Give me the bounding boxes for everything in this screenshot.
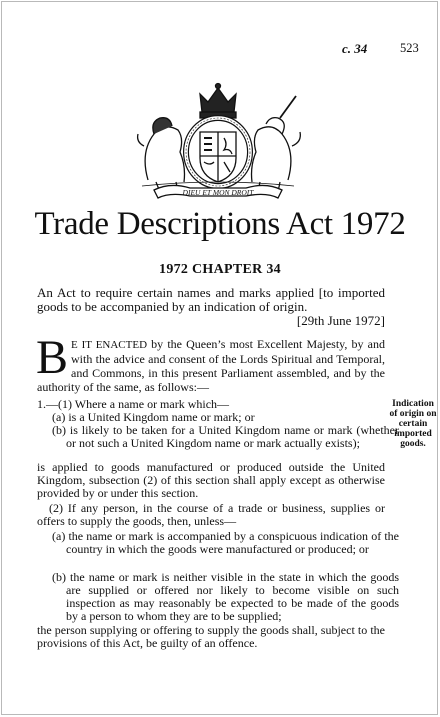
enacting-formula [36,331,385,394]
marginal-note: Indication of origin on certain imported goods. [389,399,437,449]
long-title [37,286,385,328]
section-1-2-intro: (2) If any person, in the course of a trade or business, supplies or offers to supply the goods, then, unless— [37,501,385,528]
chapter-heading: 1972 CHAPTER 34 [159,262,281,277]
act-title: Trade Descriptions Act 1972 [34,206,406,242]
page-number: 523 [400,41,419,55]
section-1-1-a: (a) is a United Kingdom name or mark; or [52,410,255,424]
royal-assent-date: [29th June 1972] [296,313,385,328]
motto-scroll-text: DIEU ET MON DROIT [182,188,254,197]
section-1-1-continuation: is applied to goods manufactured or produced outside the United Kingdom, subsection (2) of this section shall apply except as otherwise provided by or under this section. [37,460,385,500]
chapter-reference: c. 34 [342,41,368,56]
enacting-smallcaps: E IT ENACTED [71,339,148,351]
long-title-text: An Act to require certain names and marks applied [to imported goods to be accompanied by an indication of origin. [37,285,385,314]
drop-cap: B [36,331,69,384]
section-1-intro: 1.—(1) Where a name or mark which— [37,397,230,411]
section-1-1-b: (b) is likely to be taken for a United Kingdom name or mark (whether or not such a United Kingdom name or mark actually exists); [52,423,399,450]
royal-coat-of-arms [120,82,316,200]
section-1-2-closing: the person supplying or offering to supply the goods shall, subject to the provisions of this Act, be guilty of an offence. [37,623,385,650]
enacting-text: by the Queen’s most Excellent Majesty, by and with the advice and consent of the Lords Spiritual and Temporal, and Commons, in this present Parliament assembled, and by the authority of the same, as follows:— [37,337,385,394]
section-1-2-a: (a) the name or mark is accompanied by a conspicuous indication of the country in which the goods were manufactured or produced; or [52,529,399,556]
section-1-2-b: (b) the name or mark is neither visible in the state in which the goods are supplied or offered nor likely to become visible on such inspection as may reasonably be expected to be made of the goods by a person to whom they are to be supplied; [52,570,399,623]
